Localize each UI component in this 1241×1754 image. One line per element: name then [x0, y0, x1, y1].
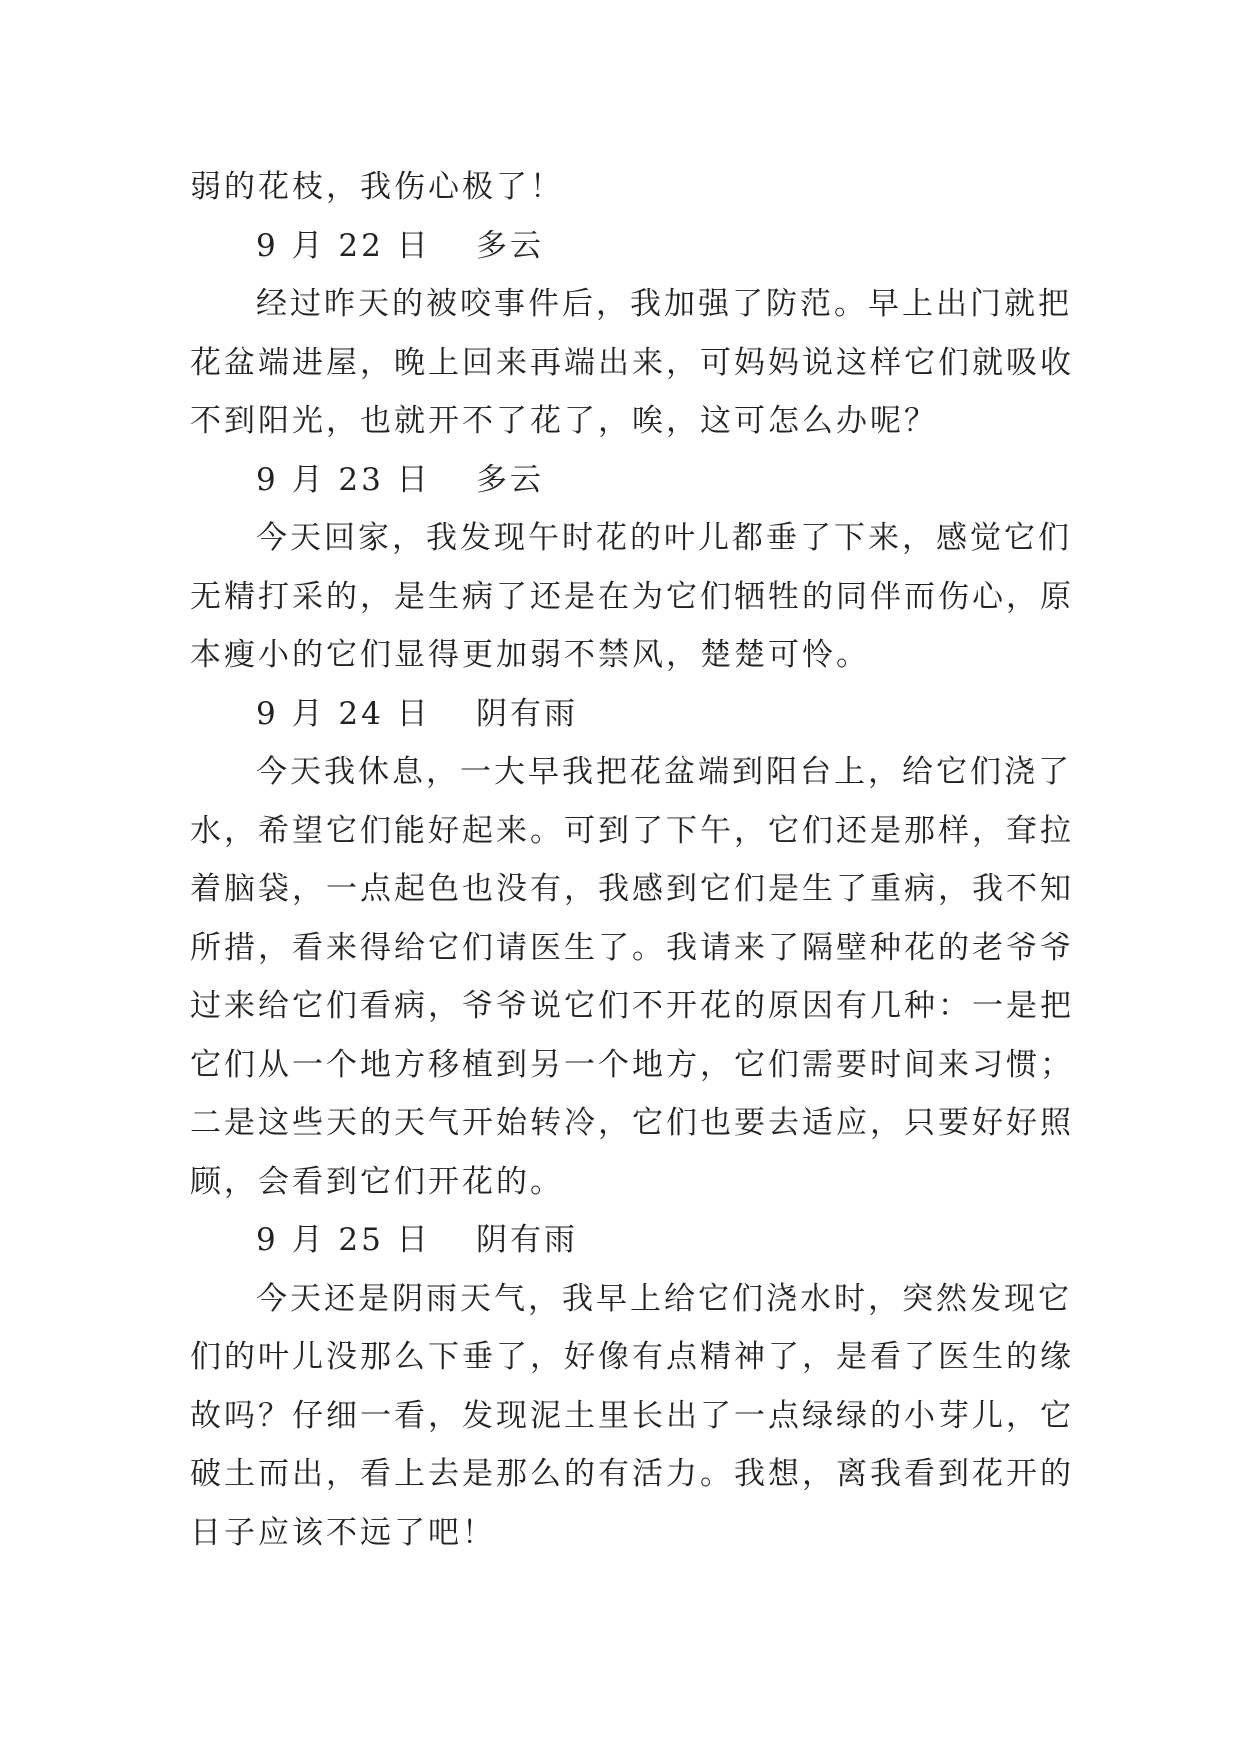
text-line: 无精打采的，是生病了还是在为它们牺牲的同伴而伤心，原 [190, 578, 1074, 615]
diary-entry-header [190, 685, 1062, 744]
entry-weather: 多云 [476, 227, 544, 264]
text-line: 水，希望它们能好起来。可到了下午，它们还是那样，耷拉 [190, 812, 1074, 849]
text-line: 不到阳光，也就开不了花了，唉，这可怎么办呢？ [190, 403, 938, 439]
diary-text [190, 158, 1074, 1562]
diary-entry-header [190, 217, 1062, 276]
entry-date: 9 月 24 日 [256, 695, 431, 732]
entry-date: 9 月 25 日 [256, 1222, 431, 1258]
entry-weather: 阴有雨 [476, 695, 578, 732]
text-line: 顾，会看到它们开花的。 [190, 1163, 564, 1200]
text-line: 二是这些天的天气开始转冷，它们也要去适应，只要好好照 [190, 1105, 1074, 1141]
paragraph-first-line: 经过昨天的被咬事件后，我加强了防范。早上出门就把 [256, 286, 1072, 322]
entry-date: 9 月 23 日 [256, 461, 431, 498]
text-line: 故吗？仔细一看，发现泥土里长出了一点绿绿的小芽儿，它 [190, 1397, 1074, 1434]
text-line: 所措，看来得给它们请医生了。我请来了隔壁种花的老爷爷 [190, 929, 1074, 966]
diary-entry-header [190, 1211, 1062, 1270]
paragraph-first-line: 今天我休息，一大早我把花盆端到阳台上，给它们浇了 [256, 754, 1072, 790]
text-line: 破土而出，看上去是那么的有活力。我想，离我看到花开的 [190, 1456, 1074, 1492]
diary-entry-header [190, 451, 1062, 510]
text-line: 花盆端进屋，晚上回来再端出来，可妈妈说这样它们就吸收 [190, 344, 1074, 381]
text-line: 着脑袋，一点起色也没有，我感到它们是生了重病，我不知 [190, 871, 1074, 907]
text-line: 们的叶儿没那么下垂了，好像有点精神了，是看了医生的缘 [190, 1339, 1074, 1375]
text-line: 过来给它们看病，爷爷说它们不开花的原因有几种：一是把 [190, 988, 1074, 1024]
text-line: 弱的花枝，我伤心极了！ [190, 169, 564, 205]
paragraph-first-line: 今天回家，我发现午时花的叶儿都垂了下来，感觉它们 [256, 520, 1072, 556]
entry-weather: 多云 [476, 461, 544, 498]
paragraph-first-line: 今天还是阴雨天气，我早上给它们浇水时，突然发现它 [256, 1280, 1072, 1317]
text-line: 日子应该不远了吧！ [190, 1514, 496, 1551]
text-line: 它们从一个地方移植到另一个地方，它们需要时间来习惯； [190, 1046, 1074, 1083]
entry-weather: 阴有雨 [476, 1222, 578, 1258]
text-line: 本瘦小的它们显得更加弱不禁风，楚楚可怜。 [190, 637, 870, 673]
entry-date: 9 月 22 日 [256, 227, 431, 264]
